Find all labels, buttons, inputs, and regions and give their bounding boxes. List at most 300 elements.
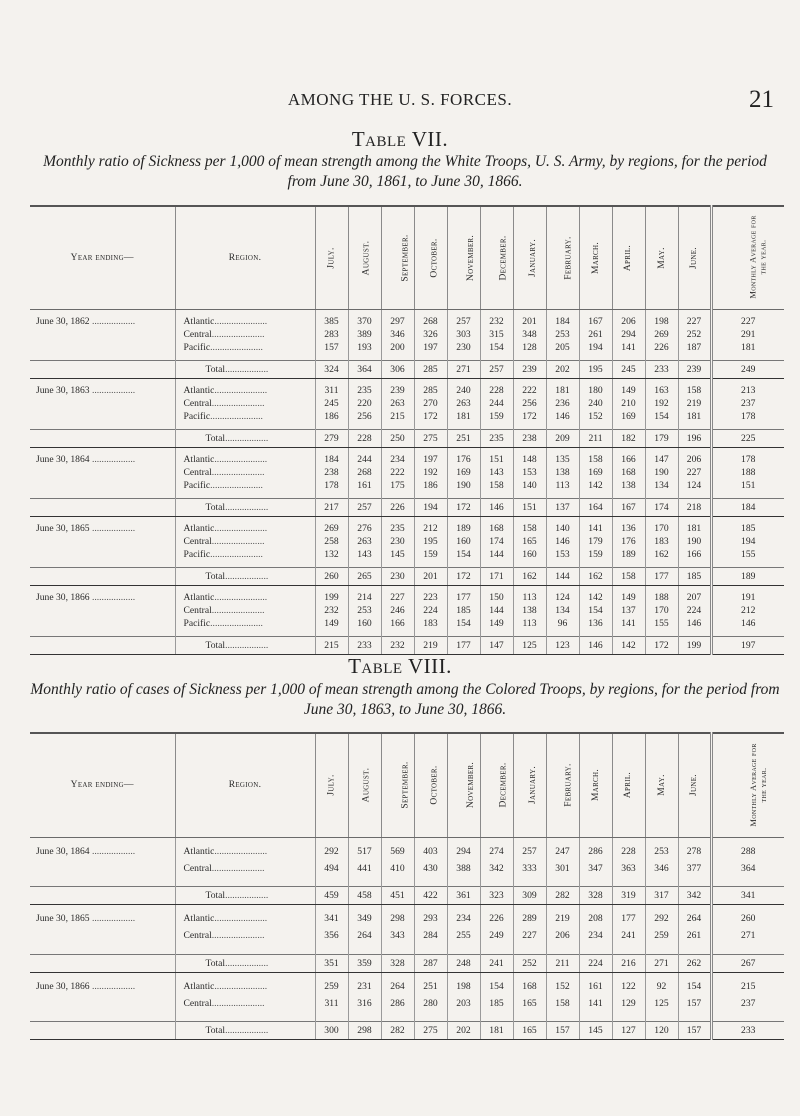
total-value-cell: 323 [480,887,513,905]
value-cell: 268 [414,315,447,328]
value-cell: 176 [612,535,645,548]
value-cell: 232 [480,315,513,328]
total-value-cell: 233 [645,360,678,378]
month-header [447,206,480,309]
table-row [30,535,784,548]
total-label-cell [175,567,315,585]
table-7-title: Table VII. [351,127,449,151]
spacer-cell [30,1012,175,1022]
value-cell: 168 [612,466,645,479]
value-cell: 256 [513,397,546,410]
total-value-cell: 182 [612,429,645,447]
spacer-cell [315,877,348,887]
total-value-cell: 245 [612,360,645,378]
year-ending-header: Year ending— [30,733,175,837]
year-cell [30,636,175,654]
value-cell: 158 [579,453,612,466]
year-label: June 30, 1865 [36,913,90,924]
total-value-cell: 257 [480,360,513,378]
spacer-cell [30,944,175,954]
average-cell: 212 [711,604,784,617]
spacer-cell [612,877,645,887]
month-header [414,206,447,309]
total-row [30,887,784,905]
leader-dots: .................. [89,980,136,992]
value-cell: 183 [645,535,678,548]
value-cell: 168 [513,978,546,995]
value-cell: 138 [546,466,579,479]
average-cell: 291 [711,328,784,341]
table-row [30,548,784,561]
total-label: Total [205,639,226,651]
total-value-cell: 251 [447,429,480,447]
region-label: Atlantic [183,845,215,857]
leader-dots: ...................... [214,980,268,992]
value-cell: 349 [348,910,381,927]
value-cell: 197 [414,453,447,466]
value-cell: 389 [348,328,381,341]
value-cell: 227 [678,315,711,328]
total-value-cell: 458 [348,887,381,905]
region-label: Atlantic [183,913,215,924]
total-value-cell: 218 [678,498,711,516]
table-row [30,604,784,617]
table-row [30,843,784,860]
value-cell: 286 [381,995,414,1012]
table-row [30,341,784,354]
region-label: Atlantic [183,453,215,465]
value-cell: 269 [645,328,678,341]
value-cell: 311 [315,995,348,1012]
total-label: Total [205,501,226,513]
total-label-cell [175,954,315,972]
month-header [447,733,480,837]
value-cell: 269 [315,522,348,535]
value-cell: 132 [315,548,348,561]
value-cell: 230 [381,535,414,548]
total-average-cell: 249 [711,360,784,378]
total-value-cell: 260 [315,567,348,585]
total-value-cell: 125 [513,636,546,654]
month-header-label: August. [360,767,371,803]
month-header-label: July. [326,774,337,796]
region-label: Atlantic [183,980,215,992]
value-cell: 178 [315,479,348,492]
value-cell: 230 [447,341,480,354]
total-value-cell: 137 [546,498,579,516]
value-cell: 201 [513,315,546,328]
value-cell: 190 [678,535,711,548]
spacer-cell [381,877,414,887]
month-header [612,733,645,837]
month-header [579,733,612,837]
value-cell: 180 [579,384,612,397]
value-cell: 343 [381,927,414,944]
month-header [645,206,678,309]
total-value-cell: 252 [513,954,546,972]
month-header [678,733,711,837]
value-cell: 167 [579,315,612,328]
spacer-row [30,877,784,887]
value-cell: 385 [315,315,348,328]
average-cell: 191 [711,591,784,604]
value-cell: 185 [480,995,513,1012]
leader-dots: ...................... [210,548,263,560]
value-cell: 159 [480,410,513,423]
year-cell [30,1022,175,1040]
value-cell: 190 [447,479,480,492]
value-cell: 137 [612,604,645,617]
spacer-cell [546,1012,579,1022]
value-cell: 154 [480,341,513,354]
total-value-cell: 185 [678,567,711,585]
value-cell: 315 [480,328,513,341]
month-header [315,733,348,837]
value-cell: 197 [414,341,447,354]
region-cell [175,535,315,548]
value-cell: 122 [612,978,645,995]
spacer-cell [711,877,784,887]
value-cell: 208 [579,910,612,927]
value-cell: 187 [678,341,711,354]
total-value-cell: 157 [546,1022,579,1040]
total-value-cell: 300 [315,1022,348,1040]
value-cell: 258 [315,535,348,548]
region-cell [175,479,315,492]
year-cell [30,604,175,617]
value-cell: 346 [381,328,414,341]
value-cell: 215 [381,410,414,423]
value-cell: 154 [480,978,513,995]
value-cell: 377 [678,860,711,877]
table-8-subtitle: Monthly ratio of cases of Sickness per 1,000 of mean strength among the Colored Troops, by regions, for the period from June 30, 1863, to June 30, 1866. [30,681,780,718]
value-cell: 342 [480,860,513,877]
value-cell: 169 [579,466,612,479]
value-cell: 149 [612,591,645,604]
value-cell: 150 [480,591,513,604]
value-cell: 175 [381,479,414,492]
total-value-cell: 317 [645,887,678,905]
value-cell: 326 [414,328,447,341]
value-cell: 245 [315,397,348,410]
value-cell: 239 [381,384,414,397]
average-cell: 181 [711,341,784,354]
total-value-cell: 177 [447,636,480,654]
value-cell: 161 [348,479,381,492]
average-cell: 185 [711,522,784,535]
value-cell: 223 [414,591,447,604]
year-cell [30,410,175,423]
spacer-cell [447,1012,480,1022]
total-value-cell: 179 [645,429,678,447]
value-cell: 190 [645,466,678,479]
total-value-cell: 217 [315,498,348,516]
value-cell: 264 [348,927,381,944]
leader-dots: .................. [225,890,269,901]
month-header [546,206,579,309]
value-cell: 263 [447,397,480,410]
region-label: Central [183,604,212,616]
value-cell: 143 [348,548,381,561]
table-row [30,591,784,604]
value-cell: 189 [447,522,480,535]
spacer-cell [480,944,513,954]
spacer-cell [711,944,784,954]
value-cell: 144 [480,548,513,561]
value-cell: 294 [447,843,480,860]
year-cell [30,397,175,410]
value-cell: 184 [546,315,579,328]
leader-dots: ...................... [210,479,263,491]
value-cell: 346 [645,860,678,877]
total-value-cell: 271 [645,954,678,972]
value-cell: 292 [315,843,348,860]
value-cell: 160 [447,535,480,548]
spacer-cell [546,944,579,954]
spacer-cell [579,1012,612,1022]
spacer-cell [348,1012,381,1022]
value-cell: 227 [513,927,546,944]
value-cell: 231 [348,978,381,995]
value-cell: 244 [348,453,381,466]
spacer-row [30,944,784,954]
month-header-label: October. [429,238,440,278]
value-cell: 155 [645,617,678,630]
region-label: Pacific [183,617,211,629]
table-row [30,397,784,410]
month-header-label: February. [563,236,574,280]
value-cell: 151 [480,453,513,466]
total-value-cell: 324 [315,360,348,378]
table-row [30,995,784,1012]
total-average-cell: 197 [711,636,784,654]
region-cell [175,978,315,995]
total-label: Total [205,432,226,444]
leader-dots: ...................... [214,913,268,924]
value-cell: 284 [414,927,447,944]
total-value-cell: 228 [348,429,381,447]
leader-dots: .................. [89,913,136,924]
value-cell: 227 [381,591,414,604]
year-cell [30,466,175,479]
value-cell: 441 [348,860,381,877]
page-number: 21 [749,86,774,113]
year-cell [30,995,175,1012]
value-cell: 138 [513,604,546,617]
value-cell: 228 [612,843,645,860]
page-header [0,86,800,114]
value-cell: 154 [678,978,711,995]
value-cell: 228 [480,384,513,397]
month-header-label: May. [656,247,667,269]
total-value-cell: 211 [579,429,612,447]
month-header-label: October. [429,765,440,805]
value-cell: 220 [348,397,381,410]
leader-dots: .................. [89,384,136,396]
value-cell: 141 [612,617,645,630]
average-cell: 288 [711,843,784,860]
value-cell: 348 [513,328,546,341]
leader-dots: .................. [89,522,136,534]
leader-dots: ...................... [211,397,265,409]
year-cell [30,384,175,397]
region-label: Pacific [183,479,211,491]
region-header: Region. [175,733,315,837]
month-header [645,733,678,837]
value-cell: 494 [315,860,348,877]
total-value-cell: 202 [546,360,579,378]
value-cell: 292 [645,910,678,927]
leader-dots: .................. [225,957,269,969]
value-cell: 388 [447,860,480,877]
leader-dots: .................. [89,453,136,465]
region-cell [175,341,315,354]
value-cell: 224 [678,604,711,617]
value-cell: 341 [315,910,348,927]
value-cell: 238 [315,466,348,479]
value-cell: 257 [513,843,546,860]
total-value-cell: 177 [645,567,678,585]
spacer-cell [513,944,546,954]
year-label: June 30, 1866 [36,591,90,603]
leader-dots: ...................... [210,410,263,422]
spacer-cell [579,877,612,887]
value-cell: 140 [546,522,579,535]
value-cell: 430 [414,860,447,877]
table-row [30,927,784,944]
table-row [30,479,784,492]
region-cell [175,910,315,927]
value-cell: 363 [612,860,645,877]
value-cell: 159 [414,548,447,561]
total-label: Total [205,570,226,582]
value-cell: 270 [414,397,447,410]
value-cell: 244 [480,397,513,410]
average-cell: 178 [711,410,784,423]
value-cell: 255 [447,927,480,944]
total-label-cell [175,887,315,905]
leader-dots: ...................... [214,315,268,327]
value-cell: 347 [579,860,612,877]
value-cell: 247 [546,843,579,860]
spacer-cell [645,1012,678,1022]
value-cell: 280 [414,995,447,1012]
average-cell: 237 [711,397,784,410]
running-head: AMONG THE U. S. FORCES. [287,90,513,109]
value-cell: 263 [348,535,381,548]
value-cell: 161 [579,978,612,995]
total-value-cell: 211 [546,954,579,972]
value-cell: 251 [414,978,447,995]
leader-dots: ...................... [211,862,265,874]
year-cell [30,591,175,604]
month-header-label: December. [498,235,508,281]
month-header [480,733,513,837]
month-header-label: April. [623,244,634,271]
value-cell: 298 [381,910,414,927]
average-header-label: Monthly Average for the year. [747,215,767,299]
spacer-cell [480,877,513,887]
spacer-cell [678,877,711,887]
total-value-cell: 239 [513,360,546,378]
total-value-cell: 241 [480,954,513,972]
value-cell: 169 [447,466,480,479]
value-cell: 145 [381,548,414,561]
average-header [711,733,784,837]
region-cell [175,410,315,423]
year-cell [30,315,175,328]
total-value-cell: 298 [348,1022,381,1040]
value-cell: 143 [480,466,513,479]
month-header [381,206,414,309]
spacer-cell [315,944,348,954]
table-row [30,466,784,479]
value-cell: 249 [480,927,513,944]
region-label: Central [183,997,212,1009]
leader-dots: .................. [225,363,269,375]
total-value-cell: 146 [480,498,513,516]
spacer-cell [645,944,678,954]
spacer-cell [645,877,678,887]
value-cell: 129 [612,995,645,1012]
total-value-cell: 202 [447,1022,480,1040]
month-header-label: December. [498,762,508,808]
value-cell: 181 [678,410,711,423]
region-cell [175,384,315,397]
value-cell: 142 [579,479,612,492]
region-cell [175,328,315,341]
value-cell: 259 [315,978,348,995]
value-cell: 240 [579,397,612,410]
total-value-cell: 328 [579,887,612,905]
value-cell: 293 [414,910,447,927]
average-cell: 227 [711,315,784,328]
value-cell: 268 [348,466,381,479]
region-label: Atlantic [183,315,215,327]
value-cell: 185 [447,604,480,617]
value-cell: 253 [546,328,579,341]
spacer-cell [175,877,315,887]
table-8 [30,732,784,1040]
average-cell: 237 [711,995,784,1012]
region-label: Pacific [183,548,211,560]
spacer-cell [414,944,447,954]
value-cell: 186 [315,410,348,423]
value-cell: 234 [579,927,612,944]
total-value-cell: 172 [447,498,480,516]
month-header-label: January. [527,766,538,805]
leader-dots: .................. [225,639,269,651]
total-value-cell: 164 [579,498,612,516]
year-ending-header: Year ending— [30,206,175,309]
year-cell [30,429,175,447]
region-label: Atlantic [183,591,215,603]
value-cell: 303 [447,328,480,341]
value-cell: 149 [315,617,348,630]
total-label: Total [205,957,226,969]
spacer-cell [612,1012,645,1022]
value-cell: 370 [348,315,381,328]
value-cell: 294 [612,328,645,341]
total-value-cell: 238 [513,429,546,447]
average-header [711,206,784,309]
leader-dots: ...................... [211,535,265,547]
total-value-cell: 172 [447,567,480,585]
value-cell: 96 [546,617,579,630]
average-cell: 364 [711,860,784,877]
spacer-cell [381,1012,414,1022]
total-value-cell: 158 [612,567,645,585]
